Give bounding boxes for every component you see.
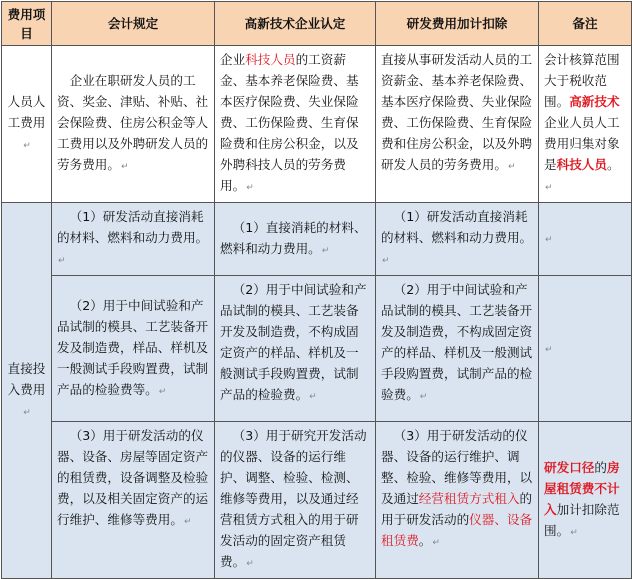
- cell-direct3-accounting: （3）用于研发活动的仪器、设备、房屋等固定资产的租赁费，设备调整及检验费，以及相关固定资产的运行维护、维修等费用。↵: [52, 422, 215, 579]
- table-row-personnel: [2, 46, 632, 203]
- cell-direct1-note: ↵: [539, 203, 632, 276]
- header-hightech: 高新技术企业认定: [215, 2, 376, 46]
- cell-direct2-hightech: （2）用于中间试验和产品试制的模具、工艺装备开发及制造费，不构成固定资产的样品、样机及一般测试手段购置费，试制产品的检验费。↵: [215, 276, 376, 422]
- cell-direct1-accounting: （1）研发活动直接消耗的材料、燃料和动力费用。↵: [52, 203, 215, 276]
- cell-direct1-deduction: （1）研发活动直接消耗的材料、燃料和动力费用。↵: [376, 203, 539, 276]
- header-expense-item: 费用项目: [2, 2, 52, 46]
- cell-personnel-accounting: 企业在职研发人员的工资、奖金、津贴、补贴、社会保险费、住房公积金等人工费用以及外聘研发人员的劳务费用。↵: [52, 46, 215, 203]
- table-row-direct-1: [2, 203, 632, 276]
- header-note: 备注: [539, 2, 632, 46]
- table-row-direct-3: [2, 422, 632, 579]
- cell-personnel-hightech: 企业科技人员的工资薪金、基本养老保险费、基本医疗保险费、失业保险费、工伤保险费、生育保险费和住房公积金，以及外聘科技人员的劳务费用。↵: [215, 46, 376, 203]
- cell-personnel-note: 会计核算范围大于税收范围。高新技术企业人员人工费用归集对象是科技人员。↵: [539, 46, 632, 203]
- header-deduction: 研发费用加计扣除: [376, 2, 539, 46]
- header-accounting: 会计规定: [52, 2, 215, 46]
- cell-direct3-note: 研发口径的房屋租赁费不计入加计扣除范围。↵: [539, 422, 632, 579]
- cell-direct3-hightech: （3）用于研究开发活动的仪器、设备的运行维护、调整、检验、检测、维修等费用，以及通过经营租赁方式租入的用于研发活动的固定资产租赁费。↵: [215, 422, 376, 579]
- cell-direct2-accounting: （2）用于中间试验和产品试制的模具、工艺装备开发及制造费，样品、样机及一般测试手段购置费，试制产品的检验费等。↵: [52, 276, 215, 422]
- category-direct-input: 直接投入费用↵: [2, 203, 52, 579]
- category-personnel: 人员人工费用↵: [2, 46, 52, 203]
- cell-direct2-deduction: （2）用于中间试验和产品试制的模具、工艺装备开发及制造费，不构成固定资产的样品、样机及一般测试手段购置费，试制产品的检验费。↵: [376, 276, 539, 422]
- table-row-direct-2: [2, 276, 632, 422]
- cell-direct2-note: ↵: [539, 276, 632, 422]
- expense-comparison-table: [1, 1, 632, 579]
- cell-direct3-deduction: （3）用于研发活动的仪器、设备的运行维护、调整、检验、维修等费用，以及通过经营租赁方式租入的用于研发活动的仪器、设备租赁费。↵: [376, 422, 539, 579]
- cell-direct1-hightech: （1）直接消耗的材料、燃料和动力费用。↵: [215, 203, 376, 276]
- header-row: [2, 2, 632, 46]
- cell-personnel-deduction: 直接从事研发活动人员的工资薪金、基本养老保险费、基本医疗保险费、失业保险费、工伤保险费、生育保险费和住房公积金，以及外聘研发人员的劳务费用。↵: [376, 46, 539, 203]
